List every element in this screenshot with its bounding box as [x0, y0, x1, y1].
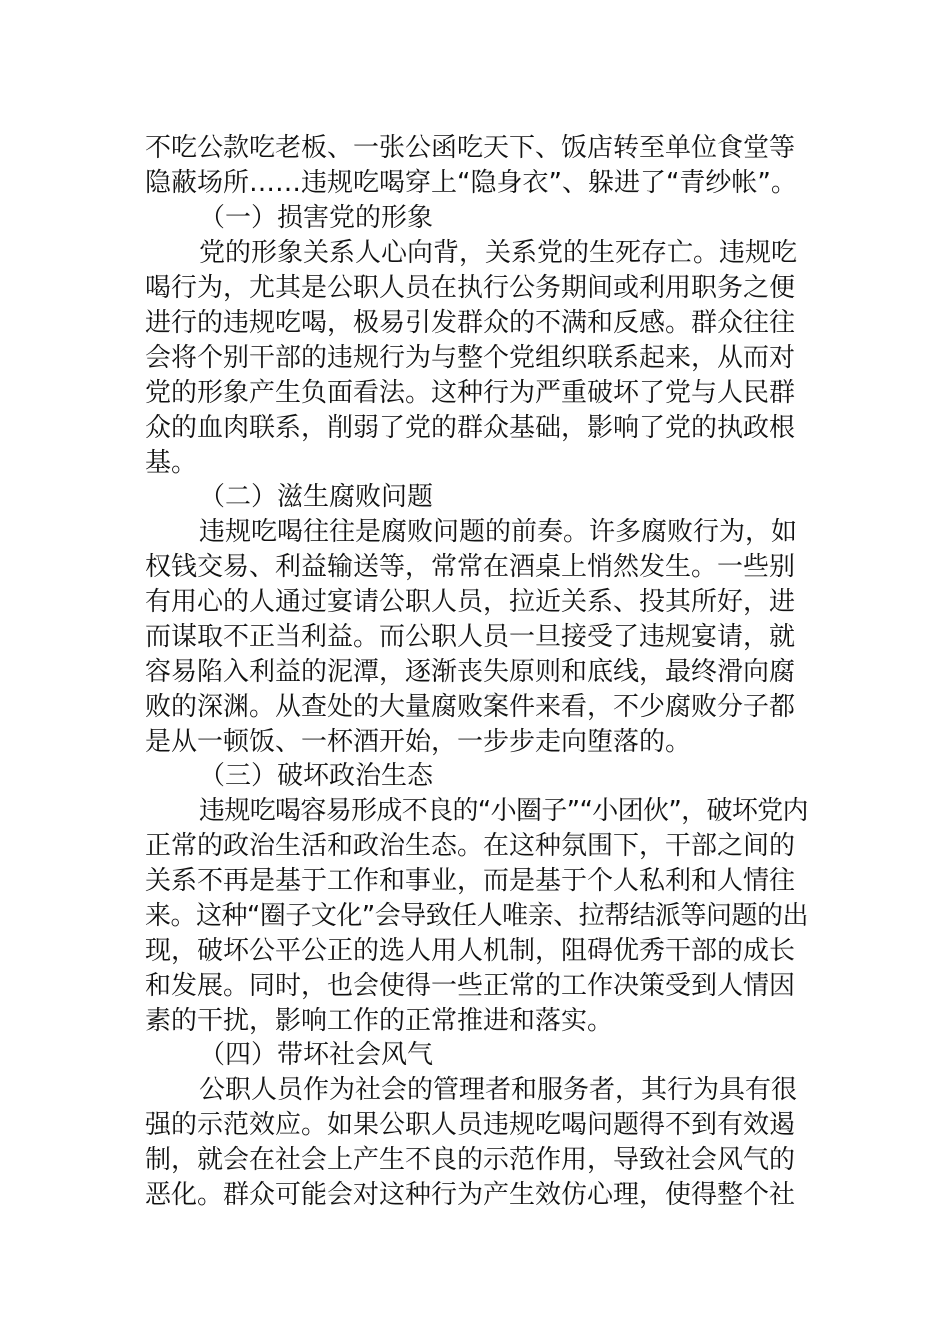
paragraph-first-line: 公职人员作为社会的管理者和服务者，其行为具有很	[199, 1075, 798, 1105]
section-heading-3: （三）破坏政治生态	[199, 761, 434, 791]
text-line: 来。这种“圈子文化”会导致任人唯亲、拉帮结派等问题的出	[145, 901, 808, 931]
text-line: 容易陷入利益的泥潭，逐渐丧失原则和底线，最终滑向腐	[145, 657, 796, 687]
text-line: 党的形象产生负面看法。这种行为严重破坏了党与人民群	[145, 378, 796, 408]
section-heading-4: （四）带坏社会风气	[199, 1040, 434, 1070]
text-line: 关系不再是基于工作和事业，而是基于个人私利和人情往	[145, 866, 796, 896]
text-line: 恶化。群众可能会对这种行为产生效仿心理，使得整个社	[145, 1180, 796, 1210]
text-line: 和发展。同时，也会使得一些正常的工作决策受到人情因	[145, 971, 796, 1001]
text-line: 众的血肉联系，削弱了党的群众基础，影响了党的执政根	[145, 413, 796, 443]
paragraph-first-line: 违规吃喝容易形成不良的“小圈子”“小团伙”，破坏党内	[199, 796, 808, 826]
text-line: 强的示范效应。如果公职人员违规吃喝问题得不到有效遏	[145, 1110, 796, 1140]
text-line: 有用心的人通过宴请公职人员，拉近关系、投其所好，进	[145, 587, 796, 617]
text-line: 败的深渊。从查处的大量腐败案件来看，不少腐败分子都	[145, 692, 796, 722]
text-line: 不吃公款吃老板、一张公函吃天下、饭店转至单位食堂等	[145, 133, 796, 163]
text-line: 正常的政治生活和政治生态。在这种氛围下，干部之间的	[145, 831, 796, 861]
text-line: 会将个别干部的违规行为与整个党组织联系起来，从而对	[145, 343, 796, 373]
text-line: 隐蔽场所……违规吃喝穿上“隐身衣”、躲进了“青纱帐”。	[145, 168, 797, 198]
paragraph-first-line: 党的形象关系人心向背，关系党的生死存亡。违规吃	[199, 238, 798, 268]
text-line: 基。	[145, 448, 198, 478]
text-line: 制，就会在社会上产生不良的示范作用，导致社会风气的	[145, 1145, 796, 1175]
text-line: 喝行为，尤其是公职人员在执行公务期间或利用职务之便	[145, 273, 796, 303]
section-heading-1: （一）损害党的形象	[199, 203, 434, 233]
text-line: 进行的违规吃喝，极易引发群众的不满和反感。群众往往	[145, 308, 796, 338]
paragraph-first-line: 违规吃喝往往是腐败问题的前奏。许多腐败行为，如	[199, 517, 798, 547]
text-line: 而谋取不正当利益。而公职人员一旦接受了违规宴请，就	[145, 622, 796, 652]
text-line: 权钱交易、利益输送等，常常在酒桌上悄然发生。一些别	[145, 552, 796, 582]
text-line: 素的干扰，影响工作的正常推进和落实。	[145, 1006, 614, 1036]
section-heading-2: （二）滋生腐败问题	[199, 482, 434, 512]
text-line: 是从一顿饭、一杯酒开始，一步步走向堕落的。	[145, 727, 692, 757]
text-line: 现，破坏公平公正的选人用人机制，阻碍优秀干部的成长	[145, 936, 796, 966]
